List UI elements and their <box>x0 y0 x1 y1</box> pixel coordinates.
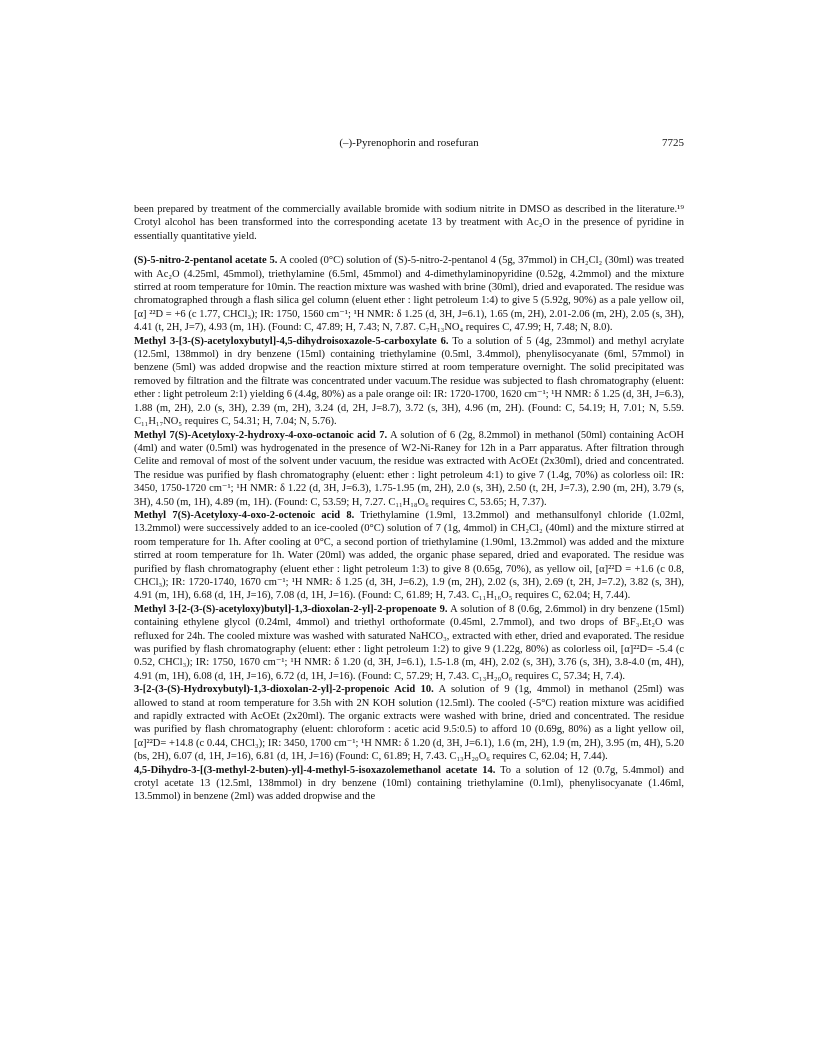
paragraph-compound-10 <box>134 683 684 763</box>
paragraph-text: To a solution of 12 (0.7g, 5.4mmol) and crotyl acetate 13 (12.5ml, 138mmol) in dry benzene (10ml) containing triethylamine (0.1ml), phenylisocyanate (1.46ml, 13.5mmol) in benzene (2ml) was added dropwise and the <box>134 764 684 803</box>
paragraph-text: A cooled (0°C) solution of (S)-5-nitro-2-pentanol 4 (5g, 37mmol) in CH₂Cl₂ (30ml) was treated with Ac₂O (4.25ml, 45mmol), triethylamine (6.5ml, 45mmol) and 4-dimethylaminopyridine (0.52g, 4.2mmol) and the mixture stirred at room temperature for 10min. The reaction mixture was washed with brine (30ml), dried and evaporated. The residue was chromatographed through a flash silica gel column (eluent ether : light petroleum 1:4) to give 5 (5.92g, 90%) as a pale yellow oil, [α] ²²D = +6 (c 1.77, CHCl₃); IR: 1750, 1560 cm⁻¹; ¹H NMR: δ 1.25 (d, 3H, J=6.1), 1.65 (m, 2H), 2.01-2.06 (m, 2H), 2.05 (s, 3H), 4.41 (t, 2H, J=7), 4.93 (m, 1H). (Found: C, 47.89; H, 7.43; N, 7.87. C₇H₁₃NO₄ requires C, 47.99; H, 7.48; N, 8.0). <box>134 255 684 334</box>
compound-heading: 3-[2-(3-(S)-Hydroxybutyl)-1,3-dioxolan-2-yl]-2-propenoic Acid 10. <box>134 684 434 696</box>
paragraph-text: A solution of 8 (0.6g, 2.6mmol) in dry benzene (15ml) containing ethylene glycol (0.24ml, 4mmol) and triethyl orthoformate (0.45ml, 2.7mmol), and two drops of BF₃.Et₂O was refluxed for 24h. The cooled mixture was washed with saturated NaHCO₃, extracted with ether, dried and evaporated. The residue was purified by flash chromatography (eluent: ether : light petroleum 1:2) to give 9 (1.22g, 80%) as colorless oil, [α]²²D= -5.4 (c 0.52, CHCl₃); IR: 1750, 1670 cm⁻¹; ¹H NMR: δ 1.20 (d, 3H, J=6.1), 1.5-1.8 (m, 4H), 2.02 (s, 3H), 3.76 (s, 3H), 3.8-4.0 (m, 4H), 4.91 (m, 1H), 6.08 (d, 1H, J=16), 6.72 (d, 1H, J=16). (Found: C, 57.29; H, 7.43. C₁₃H₂₀O₆ requires C, 57.34; H, 7.4). <box>134 603 685 682</box>
paragraph-intro <box>134 203 684 243</box>
paragraph-compound-5 <box>134 254 684 334</box>
compound-heading: Methyl 3-[3-(S)-acetyloxybutyl]-4,5-dihydroisoxazole-5-carboxylate 6. <box>134 335 449 347</box>
paragraph-text: Triethylamine (1.9ml, 13.2mmol) and methansulfonyl chloride (1.02ml, 13.2mmol) were successively added to an ice-cooled (0°C) solution of 7 (1g, 4mmol) in CH₂Cl₂ (40ml) and the mixture stirred at room temperature for 1h. After cooling at 0°C, a second portion of triethylamine (1.90ml, 13.2mmol) was added and the mixture stirred at room temperature for 1h. Water (20ml) was added, the organic phase separed, dried and evaporated. The residue was purified by flash chromatography (eluent ether : light petroleum 1:3) to give 8 (0.65g, 70%), as yellow oil, [α]²²D = +1.6 (c 0.8, CHCl₃); IR: 1720-1740, 1670 cm⁻¹; ¹H NMR: δ 1.25 (d, 3H, J=6.2), 1.9 (m, 2H), 2.02 (s, 3H), 2.69 (t, 2H, J=7.2), 3.82 (s, 3H), 4.91 (m, 1H), 6.68 (d, 1H, J=16), 7.08 (d, 1H, J=16). (Found: C, 61.89; H, 7.43. C₁₁H₁₆O₅ requires C, 62.04; H, 7.44). <box>134 509 685 602</box>
paragraph-compound-14 <box>134 764 684 804</box>
paragraph-compound-6 <box>134 335 684 429</box>
paragraph-text: A solution of 9 (1g, 4mmol) in methanol (25ml) was allowed to stand at room temperature for 3.5h with 2N KOH solution (12.5ml). The cooled (-5°C) reation mixture was acidified and rapidly extracted with AcOEt (2x20ml). The organic extracts were washed with brine, dried and concentrated. The residue was purified by flash chromatography (eluent: chloroform : acetic acid 9.5:0.5) to afford 10 (0.69g, 80%) as a light yellow oil, [α]²²D= +14.8 (c 0.44, CHCl₃); IR: 3450, 1700 cm⁻¹; ¹H NMR: δ 1.20 (d, 3H, J=6.1), 1.6 (m, 2H), 1.9 (m, 2H), 3.95 (m, 4H), 5.20 (bs, 2H), 6.07 (d, 1H, J=16), 6.81 (d, 1H, J=16) (Found: C, 61.89; H, 7.43. C₁₃H₂₀O₆ requires C, 62.04; H, 7.44). <box>134 684 685 763</box>
paragraph-text: A solution of 6 (2g, 8.2mmol) in methanol (50ml) containing AcOH (4ml) and water (0.5ml) was hydrogenated in the presence of W2-Ni-Raney for 12h in a Parr apparatus. After filtration through Celite and removal of most of the solvent under vacuum, the residue was extracted with AcOEt (2x30ml), dried and concentrated. The residue was purified by flash chromatography (eluent: ether : light petroleum 4:1) to give 7 (1.4g, 70%) as colorless oil: IR: 3450, 1750-1720 cm⁻¹; ¹H NMR: δ 1.22 (d, 3H, J=6.3), 1.75-1.95 (m, 2H), 2.0 (s, 3H), 2.50 (t, 2H, J=7.3), 2.90 (m, 2H), 3.79 (s, 3H), 4.50 (m, 1H), 4.89 (m, 1H). (Found: C, 53.59; H, 7.27. C₁₁H₁₈O₆ requires C, 53.65; H, 7.37). <box>134 429 684 508</box>
compound-heading: (S)-5-nitro-2-pentanol acetate 5. <box>134 255 278 267</box>
running-title: (–)-Pyrenophorin and rosefuran <box>339 137 479 149</box>
paragraph-text: been prepared by treatment of the commercially available bromide with sodium nitrite in DMSO as described in the literature.¹⁹ Crotyl alcohol has been transformed into the corresponding acetate 13 by treatment with Ac₂O in the presence of pyridine in essentially quantitative yield. <box>134 204 684 242</box>
compound-heading: Methyl 3-[2-(3-(S)-acetyloxy)butyl]-1,3-dioxolan-2-yl]-2-propenoate 9. <box>134 603 448 615</box>
paragraph-compound-7 <box>134 429 684 509</box>
paragraph-compound-9 <box>134 603 684 683</box>
compound-heading: Methyl 7(S)-Acetyloxy-2-hydroxy-4-oxo-octanoic acid 7. <box>134 429 388 441</box>
body-text <box>134 203 684 804</box>
page-header <box>134 137 684 153</box>
compound-heading: 4,5-Dihydro-3-[(3-methyl-2-buten)-yl]-4-methyl-5-isoxazolemethanol acetate 14. <box>134 764 496 776</box>
paragraph-compound-8 <box>134 509 684 603</box>
paragraph-text: To a solution of 5 (4g, 23mmol) and methyl acrylate (12.5ml, 138mmol) in dry benzene (15ml) containing triethylamine (0.5ml, 3.4mmol), phenylisocyanate (6ml, 57mmol) in benzene (5ml) was added dropwise and the reaction mixture stirred at room temperature overnight. The solid precipitated was removed by filtration and the filtrate was concentrated under vacuum.The residue was subjected to flash chromatography (eluent: ether : light petroleum 2:1) yielding 6 (4.4g, 80%) as a pale orange oil: IR: 1720-1700, 1620 cm⁻¹; ¹H NMR: δ 1.25 (d, 3H, J=6.3), 1.88 (m, 2H), 2.0 (s, 3H), 2.39 (m, 2H), 3.24 (d, 2H, J=8.7), 3.72 (s, 3H), 4.96 (m, 2H). (Found: C, 54.19; H, 7.01; N, 5.59. C₁₁H₁₇NO₅ requires C, 54.31; H, 7.04; N, 5.76). <box>134 335 685 428</box>
compound-heading: Methyl 7(S)-Acetyloxy-4-oxo-2-octenoic acid 8. <box>134 509 355 521</box>
page-number: 7725 <box>662 137 684 149</box>
